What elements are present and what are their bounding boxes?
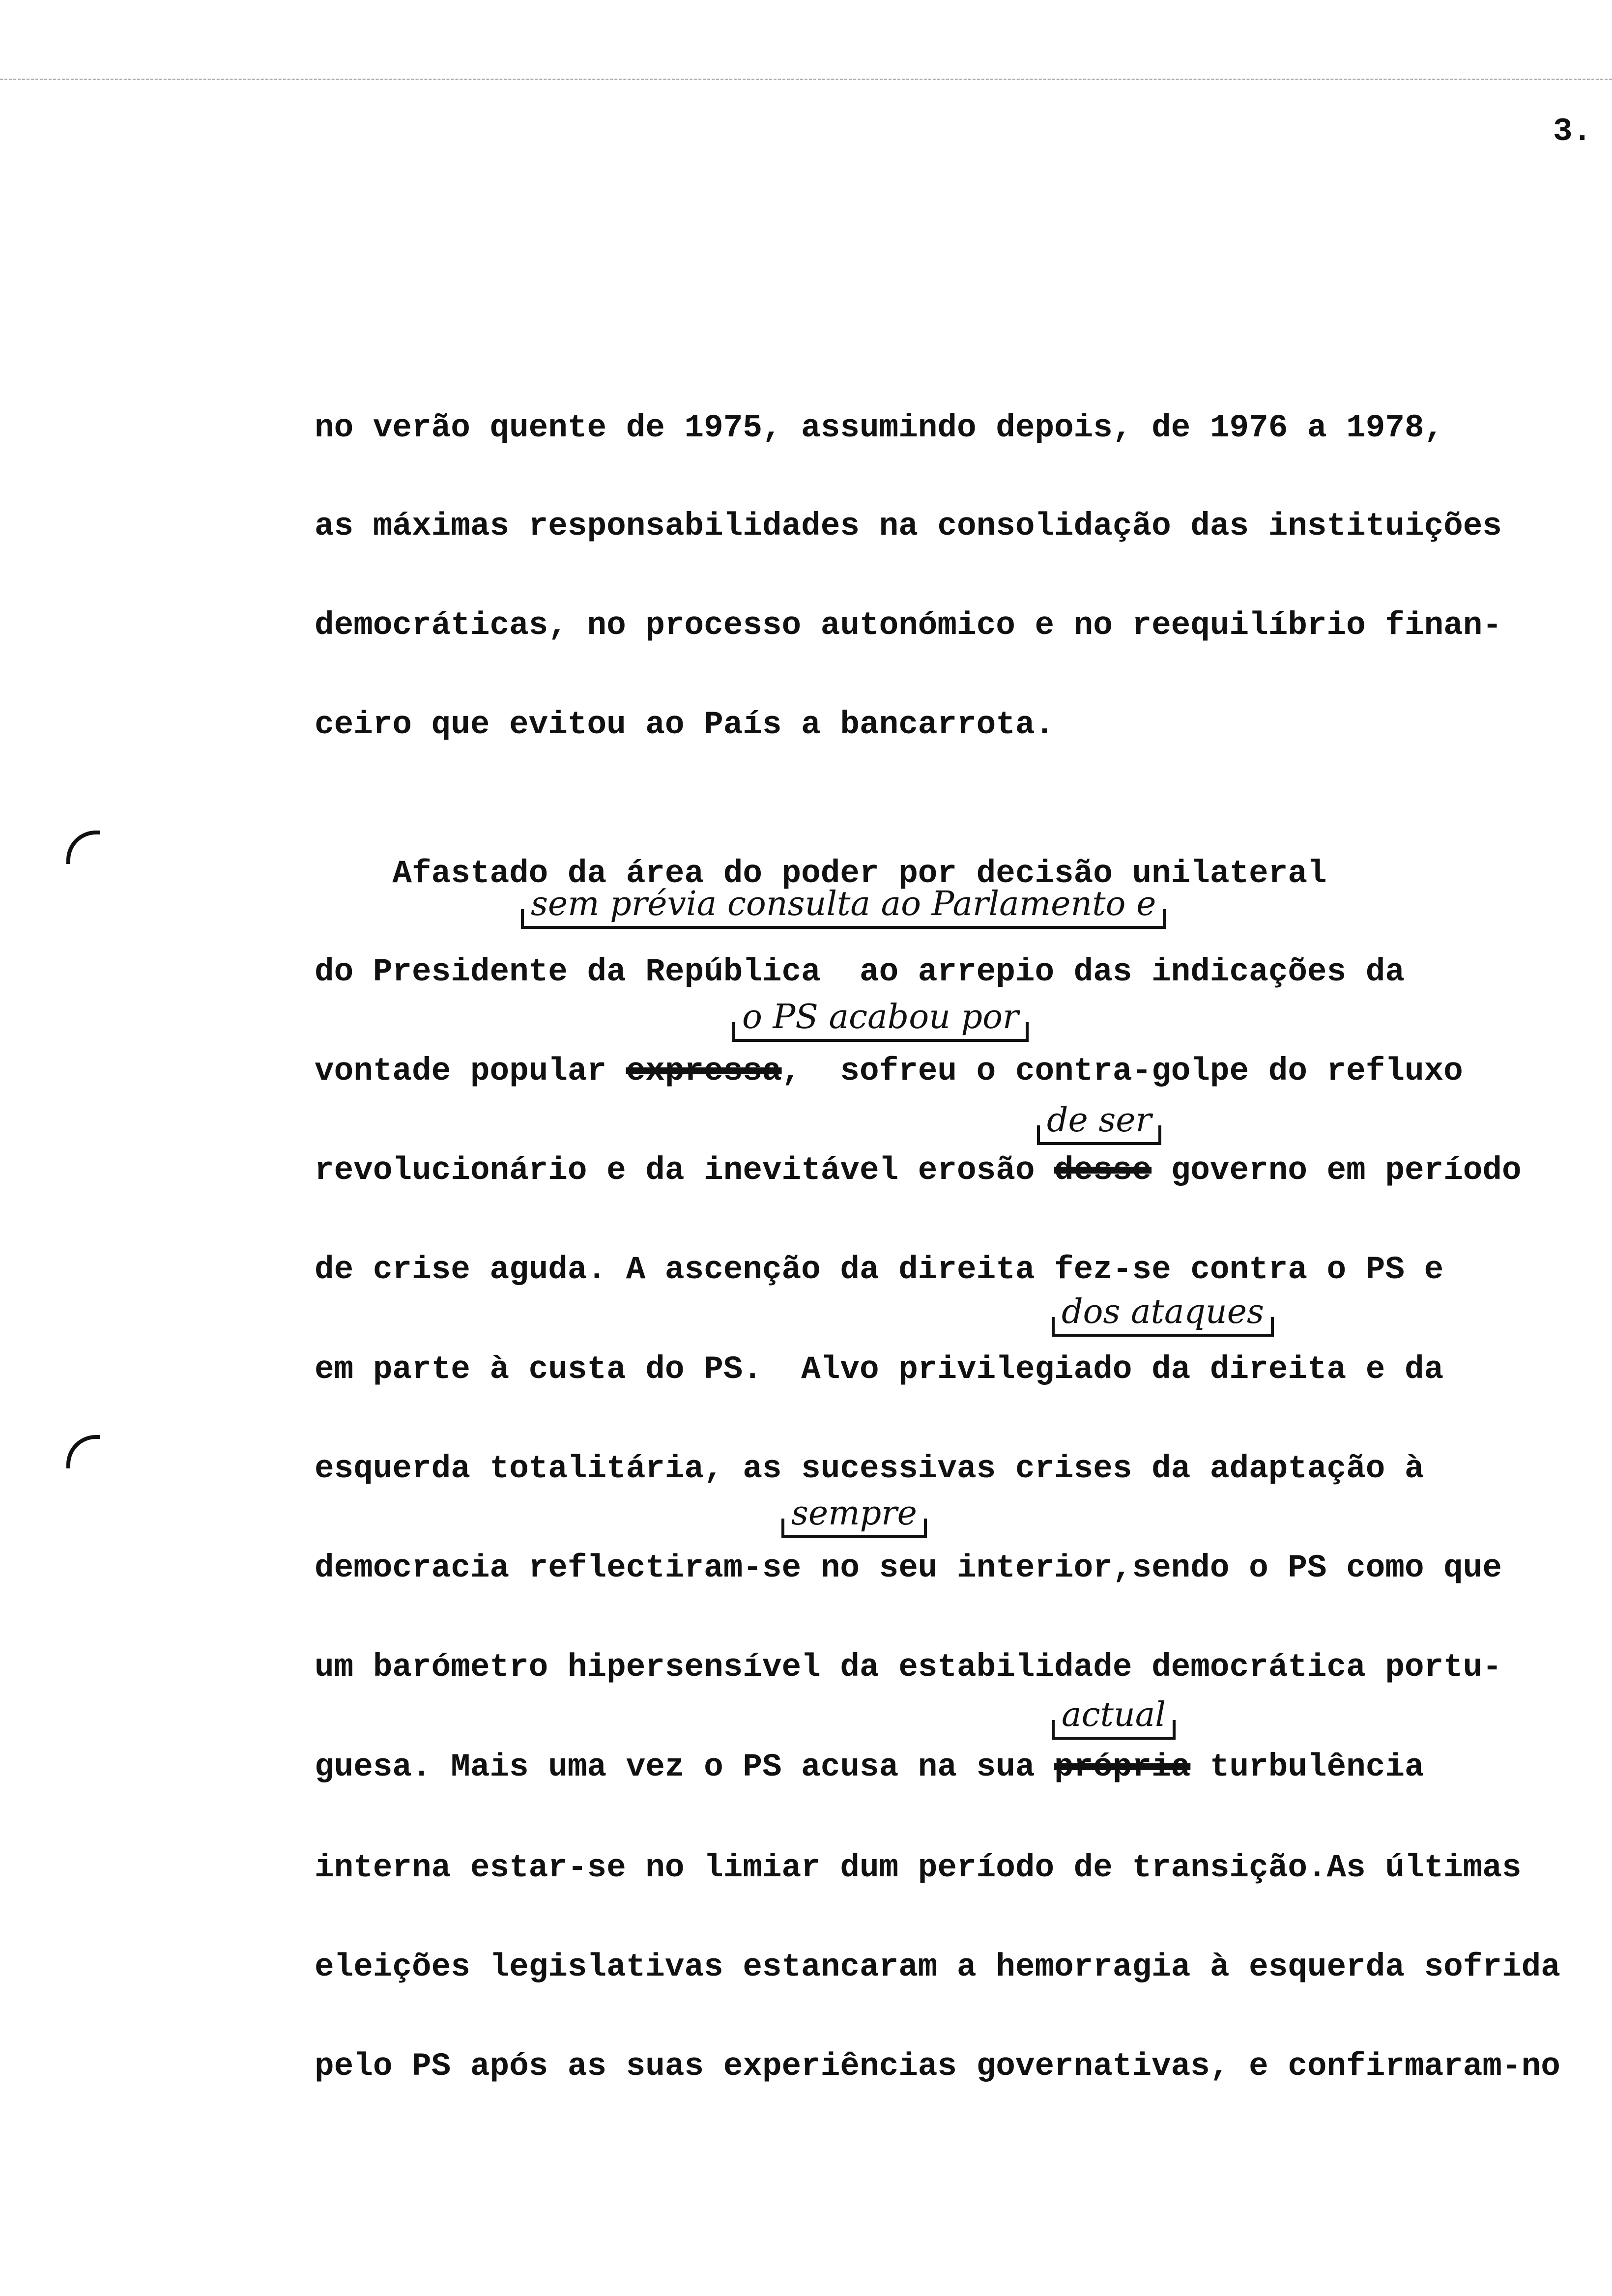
text-segment: Afastado da área do poder por decisão unilateral (315, 855, 1327, 892)
text-segment: de crise aguda. A ascenção da direita fez-se contra o PS e (315, 1251, 1444, 1288)
punch-hole-mark (66, 831, 100, 864)
text-segment: turbulência (1190, 1749, 1424, 1785)
typed-line (315, 2047, 1560, 2086)
typed-line (315, 1052, 1463, 1091)
typed-line (315, 507, 1502, 546)
typed-line (315, 1948, 1560, 1987)
typed-line (315, 1848, 1522, 1888)
text-segment: interna estar-se no limiar dum período de transição.As últimas (315, 1849, 1522, 1886)
handwritten-insertion: de ser (1037, 1101, 1161, 1145)
typed-line (315, 705, 1054, 745)
text-segment: vontade popular (315, 1053, 626, 1090)
struck-word: expressa (626, 1053, 782, 1090)
typed-line (315, 1350, 1443, 1389)
text-segment: democráticas, no processo autonómico e no reequilíbrio finan- (315, 607, 1502, 644)
text-segment: um barómetro hipersensível da estabilidade democrática portu- (315, 1649, 1502, 1686)
typed-line (315, 1151, 1522, 1190)
text-segment: , sofreu o contra-golpe do refluxo (781, 1053, 1463, 1090)
text-segment: eleições legislativas estancaram a hemorragia à esquerda sofrida (315, 1949, 1560, 1985)
typed-line (315, 1250, 1443, 1290)
page-number: 3. (1553, 113, 1592, 150)
typed-line (315, 606, 1502, 645)
typed-line (315, 408, 1443, 448)
handwritten-insertion: sempre (781, 1494, 927, 1538)
text-segment: em parte à custa do PS. Alvo privilegiado da direita e da (315, 1351, 1444, 1388)
struck-word: própria (1054, 1749, 1191, 1785)
typed-line (315, 1449, 1424, 1489)
handwritten-insertion: dos ataques (1052, 1292, 1274, 1337)
handwritten-insertion: actual (1052, 1695, 1176, 1740)
text-segment: esquerda totalitária, as sucessivas crises da adaptação à (315, 1450, 1424, 1487)
punch-hole-mark (66, 1435, 100, 1468)
handwritten-insertion: o PS acabou por (732, 998, 1029, 1042)
text-segment: democracia reflectiram-se no seu interior,sendo o PS como que (315, 1550, 1502, 1586)
handwritten-insertion: sem prévia consulta ao Parlamento e (521, 885, 1166, 929)
typed-line (315, 952, 1405, 992)
text-segment: governo em período (1151, 1152, 1522, 1189)
text-segment: no verão quente de 1975, assumindo depois, de 1976 a 1978, (315, 409, 1444, 446)
typed-line (315, 1648, 1502, 1687)
text-segment: guesa. Mais uma vez o PS acusa na sua (315, 1749, 1055, 1785)
text-segment: as máximas responsabilidades na consolidação das instituições (315, 508, 1502, 545)
text-segment: pelo PS após as suas experiências governativas, e confirmaram-no (315, 2048, 1560, 2085)
typed-line (315, 1549, 1502, 1588)
text-segment: do Presidente da República ao arrepio das indicações da (315, 953, 1405, 990)
top-scan-edge (0, 79, 1612, 80)
text-segment: revolucionário e da inevitável erosão (315, 1152, 1055, 1189)
text-segment: ceiro que evitou ao País a bancarrota. (315, 706, 1055, 743)
struck-word: desse (1054, 1152, 1152, 1189)
typed-line (315, 1748, 1424, 1787)
